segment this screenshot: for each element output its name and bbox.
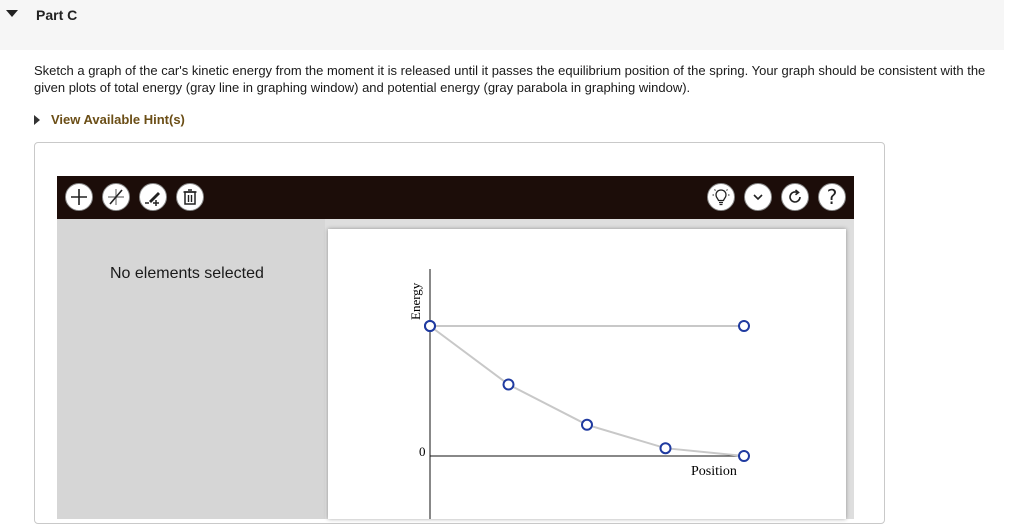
part-title: Part C: [36, 7, 78, 23]
graph-toolbar: [57, 176, 854, 219]
graph-svg[interactable]: [328, 229, 846, 519]
help-button[interactable]: [818, 183, 846, 211]
x-axis-label: Position: [691, 464, 737, 479]
add-button[interactable]: [65, 183, 93, 211]
add-icon: [69, 187, 89, 207]
y-axis-label: Energy: [408, 282, 423, 320]
trash-icon: [180, 187, 200, 207]
hint-bulb-icon: [711, 187, 731, 207]
potential-energy-point[interactable]: [739, 451, 749, 461]
expand-caret-icon: [34, 115, 40, 125]
question-text: Sketch a graph of the car's kinetic energy from the moment it is released until it passes the equilibrium position of the spring. Your graph should be consistent with the given plots of total energy (gray line in graphing window) and potential energy (gray parabola in graphing window).: [34, 63, 986, 95]
delete-button[interactable]: [176, 183, 204, 211]
chevron-down-icon: [748, 187, 768, 207]
reset-button[interactable]: [781, 183, 809, 211]
graph-canvas[interactable]: [328, 229, 846, 519]
line-tool-icon: [106, 187, 126, 207]
potential-energy-curve[interactable]: [425, 321, 749, 461]
add-label-button[interactable]: [139, 183, 167, 211]
potential-energy-point[interactable]: [504, 380, 514, 390]
view-hints-label[interactable]: View Available Hint(s): [51, 112, 185, 127]
help-icon: ?: [826, 185, 838, 209]
no-selection-message: No elements selected: [110, 265, 264, 282]
potential-energy-point[interactable]: [661, 443, 671, 453]
line-tool-button[interactable]: [102, 183, 130, 211]
part-header[interactable]: [0, 0, 1004, 50]
potential-energy-point[interactable]: [425, 321, 435, 331]
reset-icon: [785, 187, 805, 207]
add-label-icon: [143, 187, 163, 207]
collapse-caret-icon[interactable]: [6, 10, 18, 17]
potential-energy-point[interactable]: [582, 420, 592, 430]
element-properties-panel: [57, 219, 325, 519]
hint-bulb-button[interactable]: [707, 183, 735, 211]
total-energy-point[interactable]: [739, 321, 749, 331]
total-energy-line[interactable]: [425, 321, 749, 331]
options-dropdown-button[interactable]: [744, 183, 772, 211]
potential-energy-path[interactable]: [430, 326, 744, 456]
origin-label: 0: [419, 444, 426, 459]
